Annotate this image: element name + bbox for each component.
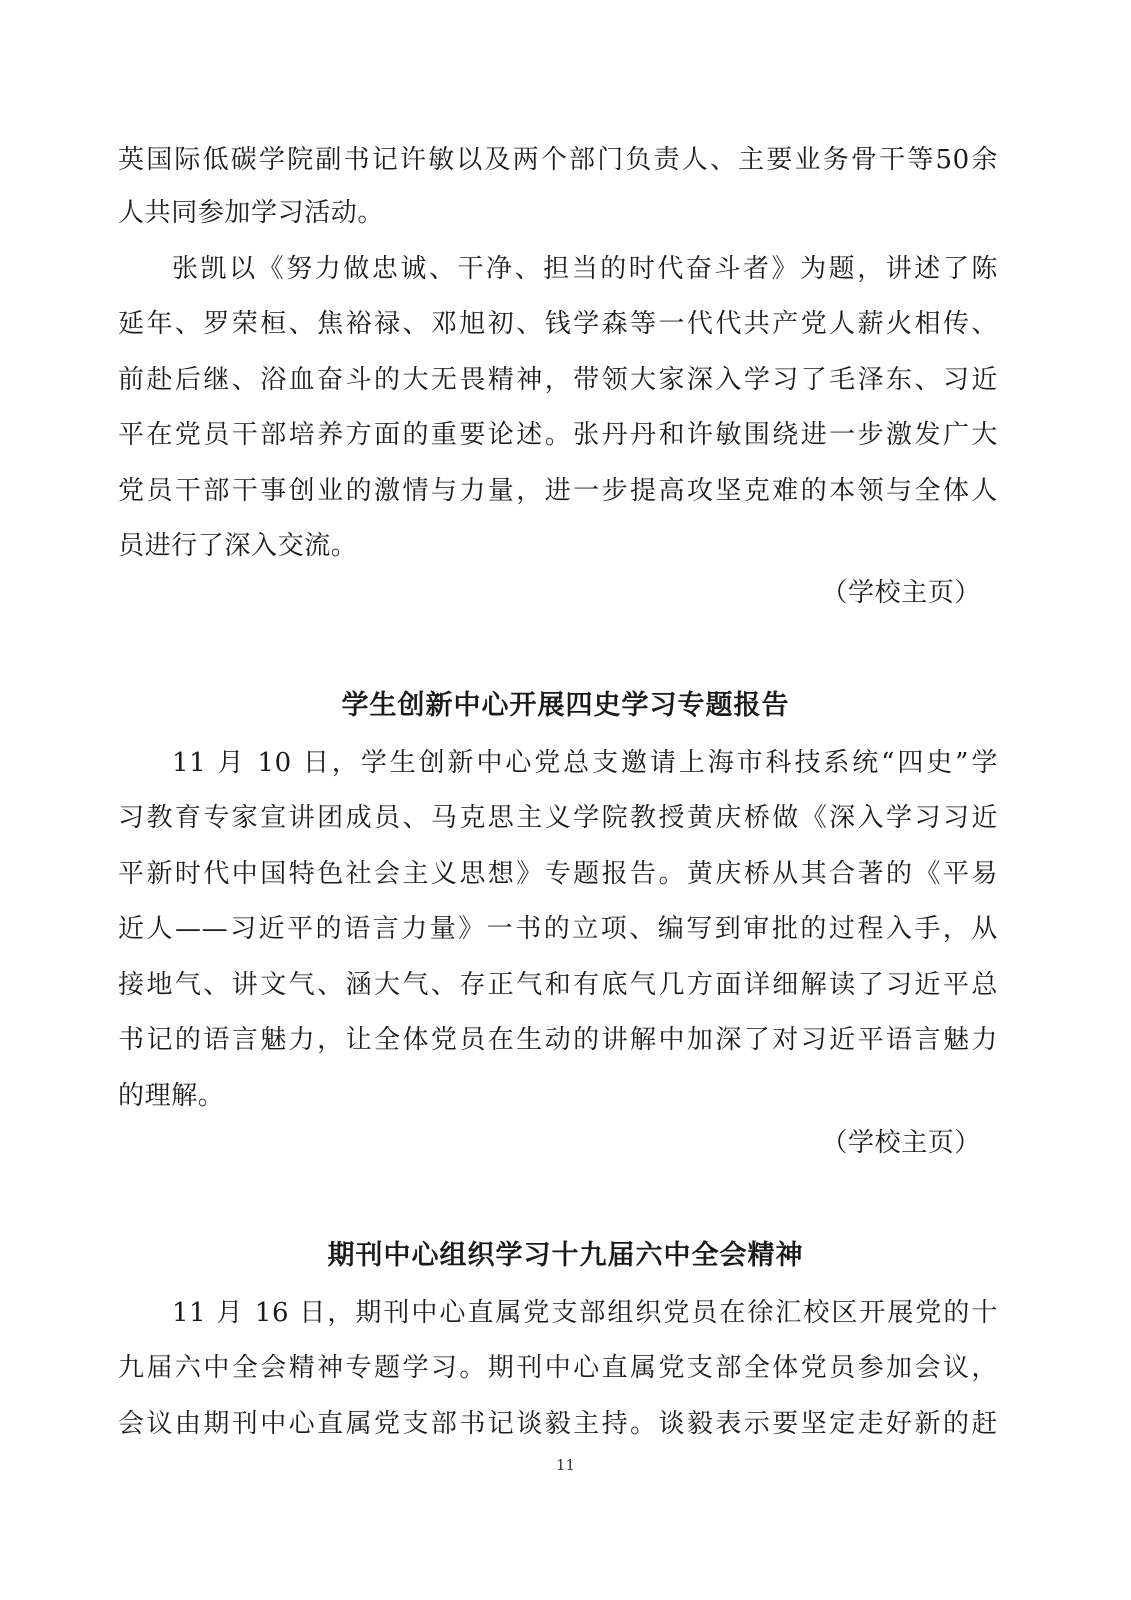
paragraph-line: 平在党员干部培养方面的重要论述。张丹丹和许敏围绕进一步激发广大: [118, 420, 998, 450]
paragraph-line: 习教育专家宣讲团成员、马克思主义学院教授黄庆桥做《深入学习习近: [118, 803, 998, 833]
paragraph-line: 张凯以《努力做忠诚、干净、担当的时代奋斗者》为题，讲述了陈: [172, 254, 998, 284]
paragraph-line: 九届六中全会精神专题学习。期刊中心直属党支部全体党员参加会议，: [118, 1353, 998, 1383]
source-attribution: （学校主页）: [821, 1128, 981, 1158]
paragraph-line: 英国际低碳学院副书记许敏以及两个部门负责人、主要业务骨干等50余: [118, 145, 998, 175]
paragraph-line: 近人——习近平的语言力量》一书的立项、编写到审批的过程入手，从: [118, 914, 998, 944]
paragraph-line: 书记的语言魅力，让全体党员在生动的讲解中加深了对习近平语言魅力: [118, 1025, 998, 1055]
paragraph-line: 平新时代中国特色社会主义思想》专题报告。黄庆桥从其合著的《平易: [118, 859, 998, 889]
source-attribution: （学校主页）: [821, 578, 981, 608]
article-title: 学生创新中心开展四史学习专题报告: [341, 690, 790, 721]
paragraph-line: 的理解。: [118, 1081, 225, 1111]
paragraph-line: 11 月 16 日，期刊中心直属党支部组织党员在徐汇校区开展党的十: [172, 1298, 998, 1328]
article-title: 期刊中心组织学习十九届六中全会精神: [327, 1240, 804, 1271]
paragraph-line: 党员干部干事创业的激情与力量，进一步提高攻坚克难的本领与全体人: [118, 476, 998, 506]
paragraph-line: 接地气、讲文气、涵大气、存正气和有底气几方面详细解读了习近平总: [118, 970, 998, 1000]
paragraph-line: 人共同参加学习活动。: [118, 198, 385, 228]
page-number: 11: [555, 1456, 576, 1474]
paragraph-line: 会议由期刊中心直属党支部书记谈毅主持。谈毅表示要坚定走好新的赶: [118, 1409, 998, 1439]
paragraph-line: 员进行了深入交流。: [118, 531, 358, 561]
paragraph-line: 前赴后继、浴血奋斗的大无畏精神，带领大家深入学习了毛泽东、习近: [118, 365, 998, 395]
paragraph-line: 11 月 10 日，学生创新中心党总支邀请上海市科技系统“四史”学: [172, 748, 998, 778]
paragraph-line: 延年、罗荣桓、焦裕禄、邓旭初、钱学森等一代代共产党人薪火相传、: [118, 309, 998, 339]
